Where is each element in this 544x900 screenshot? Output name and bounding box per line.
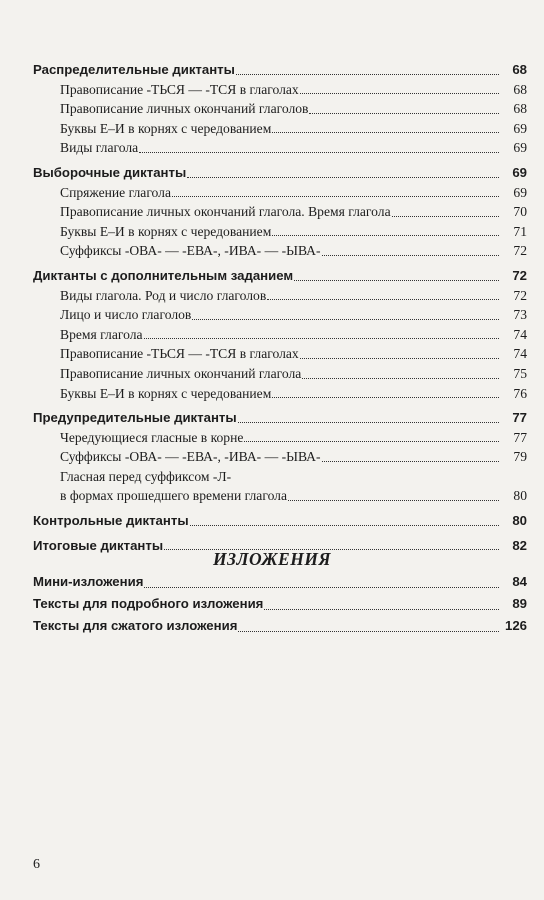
dot-leader <box>302 378 499 379</box>
toc-page-number: 77 <box>513 429 527 445</box>
toc-essays <box>33 571 527 637</box>
toc-page-number: 79 <box>513 449 527 465</box>
toc-entry-label: Гласная перед суффиксом -Л- <box>60 468 232 484</box>
dot-leader <box>272 235 499 236</box>
toc-page-number: 71 <box>513 223 527 239</box>
toc-entry-row <box>33 138 527 158</box>
dot-leader <box>238 422 499 423</box>
dot-leader <box>288 500 499 501</box>
dot-leader <box>322 461 499 462</box>
toc-entry-label: Чередующиеся гласные в корне <box>60 429 244 445</box>
toc-page-number: 68 <box>513 81 527 97</box>
dot-leader <box>272 397 499 398</box>
toc-entry-label: Выборочные диктанты <box>33 164 187 180</box>
toc-entry-row <box>33 486 527 506</box>
dot-leader <box>392 216 499 217</box>
toc-page-number: 74 <box>513 326 527 342</box>
toc-page-number: 89 <box>512 596 527 611</box>
toc-section-row <box>33 266 527 286</box>
toc-section-row <box>33 571 527 593</box>
dot-leader <box>236 74 499 75</box>
toc-section-row <box>33 511 527 531</box>
toc-page-number: 80 <box>512 513 527 529</box>
dot-leader <box>190 525 499 526</box>
toc-page-number: 72 <box>513 243 527 259</box>
toc-entry-row <box>33 428 527 448</box>
toc-page-number: 80 <box>513 488 527 504</box>
dot-leader <box>272 132 499 133</box>
toc-entry-label: в формах прошедшего времени глагола <box>60 488 287 504</box>
dot-leader <box>172 196 499 197</box>
toc-page-number: 70 <box>513 204 527 220</box>
dot-leader <box>139 152 499 153</box>
dot-leader <box>144 338 499 339</box>
toc-page-number: 77 <box>512 410 527 426</box>
toc-entry-label: Спряжение глагола <box>60 184 171 200</box>
toc-entry-label: Предупредительные диктанты <box>33 410 237 426</box>
dot-leader <box>309 113 499 114</box>
toc-page-number: 68 <box>513 101 527 117</box>
toc-section-row <box>33 60 527 80</box>
toc-page-number: 69 <box>513 120 527 136</box>
toc-page-number: 76 <box>513 385 527 401</box>
toc-entry-row <box>33 384 527 404</box>
dot-leader <box>192 319 499 320</box>
toc-entry-label: Буквы Е–И в корнях с чередованием <box>60 120 272 136</box>
toc-entry-row <box>33 344 527 364</box>
toc-entry-label: Правописание -ТЬСЯ — -ТСЯ в глаголах <box>60 81 299 97</box>
toc-entry-label: Суффиксы -ОВА- — -ЕВА-, -ИВА- — -ЫВА- <box>60 449 321 465</box>
toc-section-row <box>33 593 527 615</box>
toc-entry-label: Правописание личных окончаний глагола. Время глагола <box>60 204 391 220</box>
toc-page-number: 82 <box>512 537 527 553</box>
toc-dictations <box>33 60 527 555</box>
toc-page-number: 84 <box>512 574 527 589</box>
toc-entry-label: Буквы Е–И в корнях с чередованием <box>60 385 272 401</box>
toc-entry-label: Виды глагола <box>60 140 139 156</box>
dot-leader <box>244 441 499 442</box>
toc-entry-row <box>33 99 527 119</box>
toc-entry-row <box>33 183 527 203</box>
dot-leader <box>267 299 499 300</box>
dot-leader <box>144 587 499 588</box>
toc-entry-label: Правописание личных окончаний глагола <box>60 365 302 381</box>
toc-page-number: 69 <box>513 140 527 156</box>
toc-entry-label: Тексты для сжатого изложения <box>33 618 238 633</box>
toc-entry-row <box>33 364 527 384</box>
toc-page-number: 72 <box>513 287 527 303</box>
toc-entry-label: Диктанты с дополнительным заданием <box>33 267 294 283</box>
toc-entry-label: Распределительные диктанты <box>33 62 235 77</box>
toc-page-number: 74 <box>513 346 527 362</box>
toc-page-number: 75 <box>513 365 527 381</box>
toc-entry-label: Суффиксы -ОВА- — -ЕВА-, -ИВА- — -ЫВА- <box>60 243 321 259</box>
toc-entry-label: Тексты для подробного изложения <box>33 596 264 611</box>
section-heading: ИЗЛОЖЕНИЯ <box>212 549 331 569</box>
toc-page-number: 126 <box>504 618 527 633</box>
toc-section-row <box>33 615 527 637</box>
toc-section-row <box>33 163 527 183</box>
toc-entry-row <box>33 325 527 345</box>
toc-entry-label: Правописание -ТЬСЯ — -ТСЯ в глаголах <box>60 346 299 362</box>
toc-entry-row <box>33 222 527 242</box>
dot-leader <box>238 631 499 632</box>
dot-leader <box>187 177 499 178</box>
dot-leader <box>300 93 499 94</box>
toc-section-row <box>33 408 527 428</box>
toc-entry-row <box>33 202 527 222</box>
toc-entry-row <box>33 119 527 139</box>
dot-leader <box>322 255 499 256</box>
toc-entry-row <box>33 467 527 487</box>
toc-entry-row <box>33 447 527 467</box>
toc-entry-row <box>33 80 527 100</box>
toc-entry-label: Правописание личных окончаний глаголов <box>60 101 309 117</box>
toc-entry-label: Буквы Е–И в корнях с чередованием <box>60 223 272 239</box>
toc-entry-row <box>33 286 527 306</box>
page-number: 6 <box>33 857 40 872</box>
dot-leader <box>300 358 499 359</box>
toc-entry-row <box>33 241 527 261</box>
toc-page-number: 69 <box>512 164 527 180</box>
toc-entry-label: Мини-изложения <box>33 574 144 589</box>
toc-entry-label: Лицо и число глаголов <box>60 307 192 323</box>
toc-page-number: 73 <box>513 307 527 323</box>
dot-leader <box>294 280 499 281</box>
toc-entry-row <box>33 305 527 325</box>
toc-entry-label: Итоговые диктанты <box>33 537 164 553</box>
toc-entry-label: Время глагола <box>60 326 143 342</box>
dot-leader <box>264 609 499 610</box>
toc-page-number: 68 <box>512 62 527 77</box>
toc-page-number: 69 <box>513 184 527 200</box>
toc-entry-label: Контрольные диктанты <box>33 513 189 529</box>
toc-page-number: 72 <box>512 267 527 283</box>
toc-entry-label: Виды глагола. Род и число глаголов <box>60 287 267 303</box>
